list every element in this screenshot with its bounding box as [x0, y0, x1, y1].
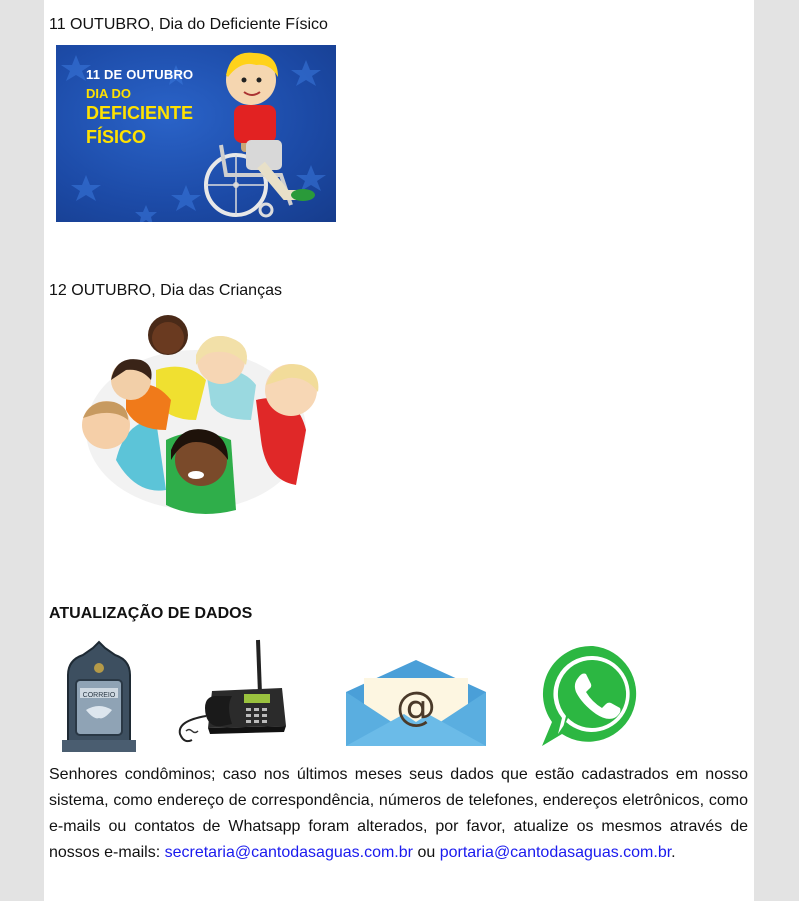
event-caption-criancas: 12 OUTUBRO, Dia das Crianças: [49, 282, 282, 299]
mailbox-label: CORREIO: [82, 692, 116, 699]
email-link-portaria[interactable]: portaria@cantodasaguas.com.br: [439, 844, 672, 861]
trailing-period: .: [671, 844, 676, 861]
connector-text: ou: [417, 844, 436, 861]
banner-line-deficiente: DEFICIENTE: [86, 103, 194, 123]
instructions-text: Senhores condôminos; caso nos últimos meses seus dados que estão cadastrados em nosso sistema, como endereço de correspondência, números de telefones, endereços eletrônicos, como e-mails ou contatos de Whatsapp foram alterados, por favor, atualize os mesmos através de nossos e-mails:: [49, 766, 748, 861]
banner-line-dia-do: DIA DO: [86, 86, 132, 101]
update-data-heading: ATUALIZAÇÃO DE DADOS: [49, 605, 253, 622]
banner-line-date: 11 DE OUTUBRO: [86, 67, 194, 82]
phone-icon: [172, 636, 290, 746]
event-caption-deficiente: 11 OUTUBRO, Dia do Deficiente Físico: [49, 16, 328, 33]
children-circle-photo: [56, 310, 336, 523]
whatsapp-icon: [540, 642, 646, 748]
banner-line-fisico: FÍSICO: [86, 127, 147, 147]
deficiente-fisico-banner: [56, 45, 336, 222]
update-instructions-paragraph: [49, 762, 748, 866]
newsletter-page: [44, 0, 754, 901]
children-illustration: [56, 310, 336, 523]
email-envelope-icon: [346, 660, 486, 746]
email-link-secretaria[interactable]: secretaria@cantodasaguas.com.br: [164, 844, 413, 861]
email-at-symbol: @: [396, 684, 436, 730]
mailbox-icon: [58, 640, 140, 754]
